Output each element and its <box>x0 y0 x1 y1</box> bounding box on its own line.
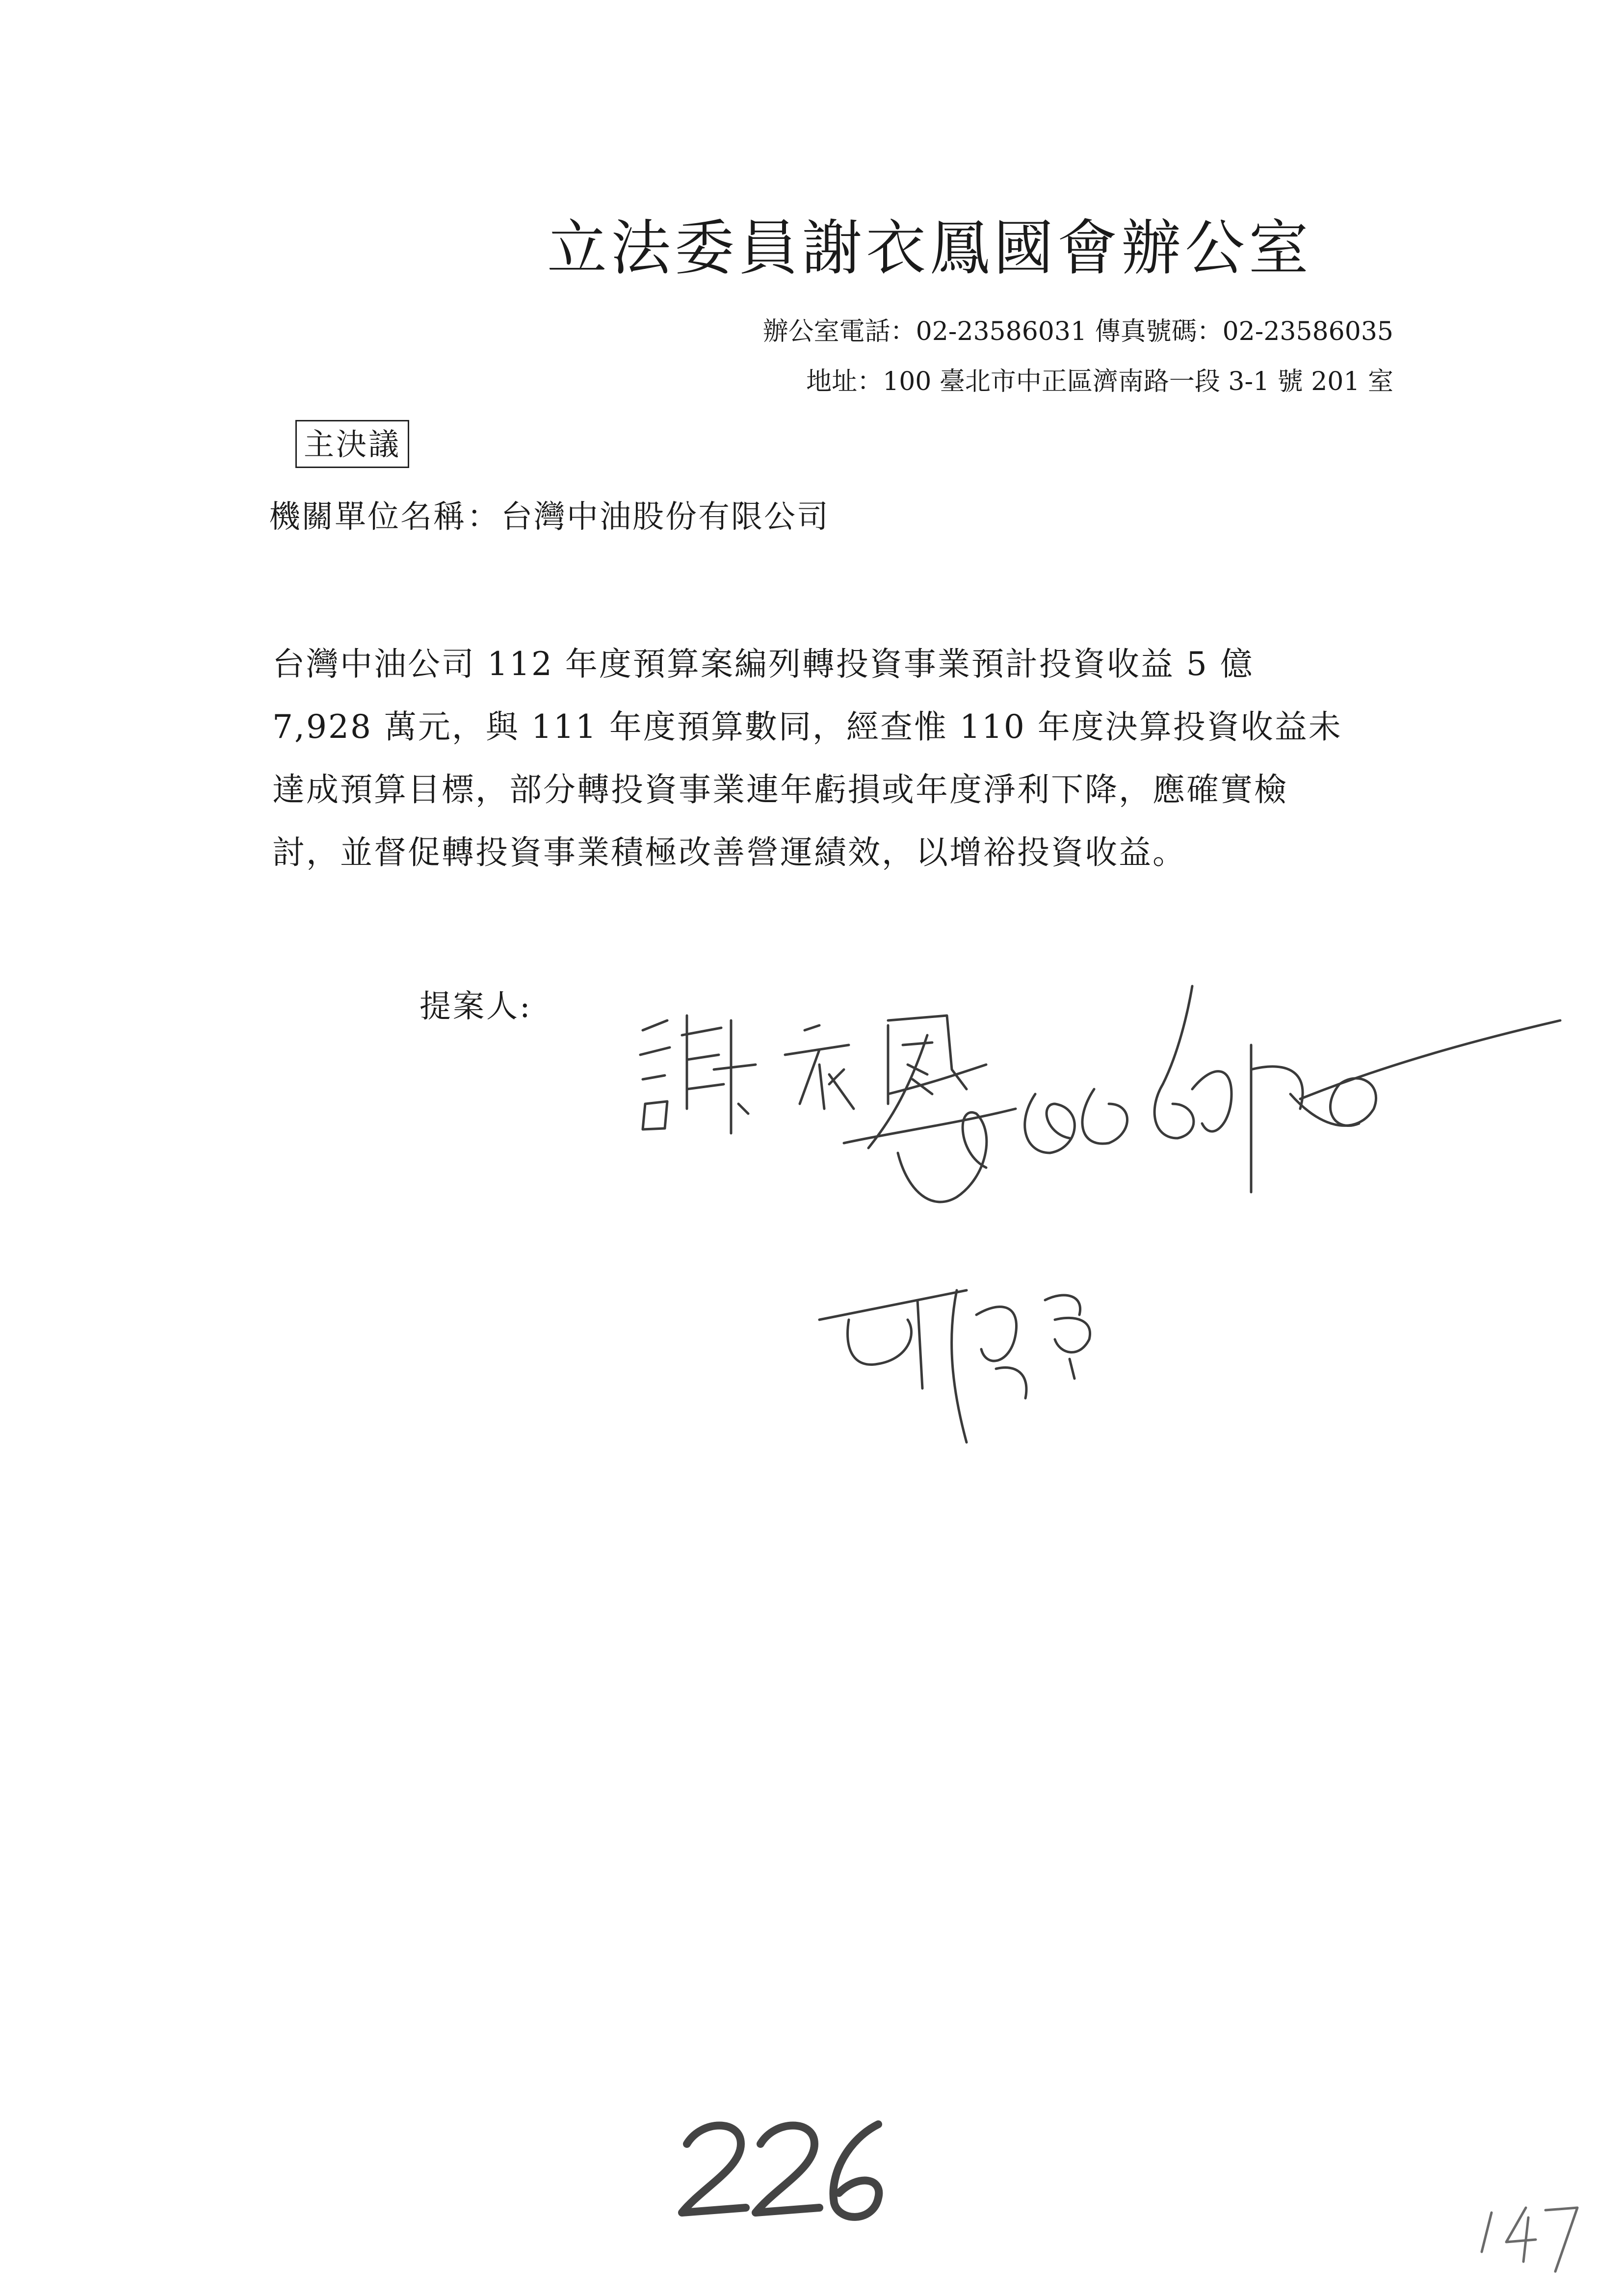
resolution-body <box>272 633 1401 884</box>
agency-line <box>269 501 830 533</box>
signature-second <box>844 986 1560 1202</box>
body-line: 達成預算目標，部分轉投資事業連年虧損或年度淨利下降，應確實檢 <box>272 771 1288 809</box>
resolution-type-box: 主決議 <box>295 420 409 468</box>
signature-third <box>819 1290 1090 1442</box>
contact-phone-fax: 辦公室電話：02-23586031 傳真號碼：02-23586035 <box>762 317 1393 346</box>
office-title: 立法委員謝衣鳳國會辦公室 <box>547 213 1312 283</box>
agency-name: 台灣中油股份有限公司 <box>501 499 830 535</box>
body-line: 討，並督促轉投資事業積極改善營運績效，以增裕投資收益。 <box>272 834 1186 871</box>
body-line: 台灣中油公司 112 年度預算案編列轉投資事業預計投資收益 5 億 <box>272 645 1254 683</box>
corner-number-handwritten <box>1472 2193 1590 2281</box>
proposer-label: 提案人: <box>419 989 532 1025</box>
body-line: 7,928 萬元，與 111 年度預算數同，經查惟 110 年度決算投資收益未 <box>272 708 1342 746</box>
signature-xie-yifeng <box>640 1016 967 1133</box>
contact-address: 地址：100 臺北市中正區濟南路一段 3-1 號 201 室 <box>806 367 1393 396</box>
agency-colon: ： <box>467 499 500 535</box>
signatures-handwritten <box>613 947 1570 1585</box>
page-number-handwritten <box>672 2110 898 2227</box>
agency-label: 機關單位名稱 <box>269 499 466 535</box>
